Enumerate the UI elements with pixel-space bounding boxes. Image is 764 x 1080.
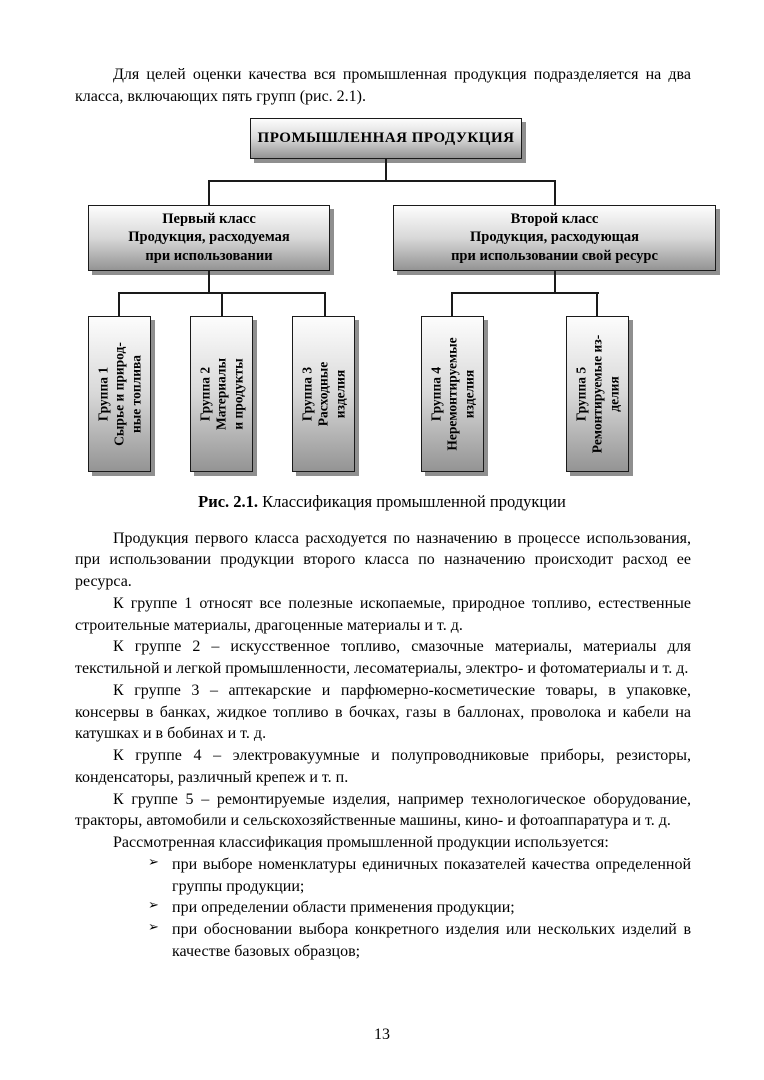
group-box-5 — [566, 316, 629, 472]
intro-section — [0, 0, 764, 118]
group-box-1-label: Группа 1 Сырье и природ- ные топлива — [94, 341, 143, 446]
connector-line — [596, 292, 598, 316]
group-box-2-label: Группа 2 Материалы и продукты — [196, 357, 245, 430]
body-paragraph: К группе 1 относят все полезные ископаемые, природное топливо, естественные строительные материалы, драгоценные материалы и т. д. — [75, 594, 691, 634]
page-number: 13 — [374, 1026, 390, 1043]
group-box-5-label: Группа 5 Ремонтируемые из- делия — [572, 334, 621, 453]
class2-line: при использовании свой ресурс — [451, 247, 658, 264]
connector-line — [554, 180, 556, 205]
group-box-1 — [88, 316, 151, 472]
group-box-3 — [292, 316, 355, 472]
figure-caption — [0, 492, 764, 512]
arrow-bullet-icon: ➢ — [148, 920, 159, 935]
bullet-list — [75, 854, 691, 963]
bullet-item — [148, 854, 691, 898]
class1-line: Первый класс — [162, 210, 256, 227]
connector-line — [324, 292, 326, 316]
connector-line — [385, 159, 387, 182]
diagram-root-label: ПРОМЫШЛЕННАЯ ПРОДУКЦИЯ — [257, 129, 515, 146]
diagram-root-box — [250, 118, 522, 159]
connector-line — [208, 180, 210, 205]
bullet-item-text: при обосновании выбора конкретного изделия или нескольких изделий в качестве базовых образцов; — [172, 921, 691, 960]
classification-diagram — [0, 118, 764, 478]
bullet-item — [148, 897, 691, 919]
body-paragraph: К группе 4 – электровакуумные и полупроводниковые приборы, резисторы, конденсаторы, различный крепеж и т. п. — [75, 747, 691, 786]
connector-line — [208, 180, 556, 182]
body-paragraph: К группе 3 – аптекарские и парфюмерно-косметические товары, в упаковке, консервы в банках, жидкое топливо в бочках, газы в баллонах, проволока и кабели на катушках и в бобинах и т. д. — [75, 681, 691, 743]
bullet-item-text: при выборе номенклатуры единичных показателей качества определенной группы продукции; — [172, 855, 691, 895]
group-box-4-label: Группа 4 Неремонтируемые изделия — [427, 336, 476, 451]
connector-line — [118, 292, 120, 316]
class1-line: при использовании — [145, 247, 273, 264]
connector-line — [451, 292, 599, 294]
arrow-bullet-icon: ➢ — [148, 898, 159, 914]
arrow-bullet-icon: ➢ — [148, 854, 159, 870]
figure-caption-text: Классификация промышленной продукции — [258, 491, 566, 511]
bullet-item-text: при определении области применения продукции; — [172, 899, 515, 917]
group-box-4 — [421, 316, 484, 472]
group-box-3-label: Группа 3 Расходные изделия — [298, 361, 347, 426]
class1-box — [88, 205, 330, 271]
body-paragraph: К группе 2 – искусственное топливо, смазочные материалы, материалы для текстильной и легкой промышленности, лесоматериалы, электро- и фотоматериалы и т. д. — [75, 638, 691, 677]
class2-line: Продукция, расходующая — [469, 229, 639, 246]
connector-line — [451, 292, 453, 316]
list-intro-paragraph: Рассмотренная классификация промышленной продукции используется: — [113, 834, 609, 851]
class1-line: Продукция, расходуемая — [128, 229, 290, 246]
class2-line: Второй класс — [510, 210, 599, 227]
connector-line — [221, 292, 223, 316]
body-section — [0, 528, 764, 963]
bullet-item — [148, 919, 691, 963]
figure-caption-label: Рис. 2.1. — [198, 491, 259, 511]
body-paragraph: К группе 5 – ремонтируемые изделия, например технологическое оборудование, тракторы, автомобили и сельскохозяйственные машины, кино- и фотоаппаратура и т. д. — [75, 790, 691, 830]
connector-line — [208, 271, 210, 294]
group-box-2 — [190, 316, 253, 472]
connector-line — [554, 271, 556, 294]
class2-box — [393, 205, 716, 271]
intro-paragraph: Для целей оценки качества вся промышленная продукция подразделяется на два класса, включающих пять групп (рис. 2.1). — [75, 66, 691, 105]
body-paragraph: Продукция первого класса расходуется по назначению в процессе использования, при использовании продукции второго класса по назначению происходит расход ее ресурса. — [75, 529, 691, 590]
